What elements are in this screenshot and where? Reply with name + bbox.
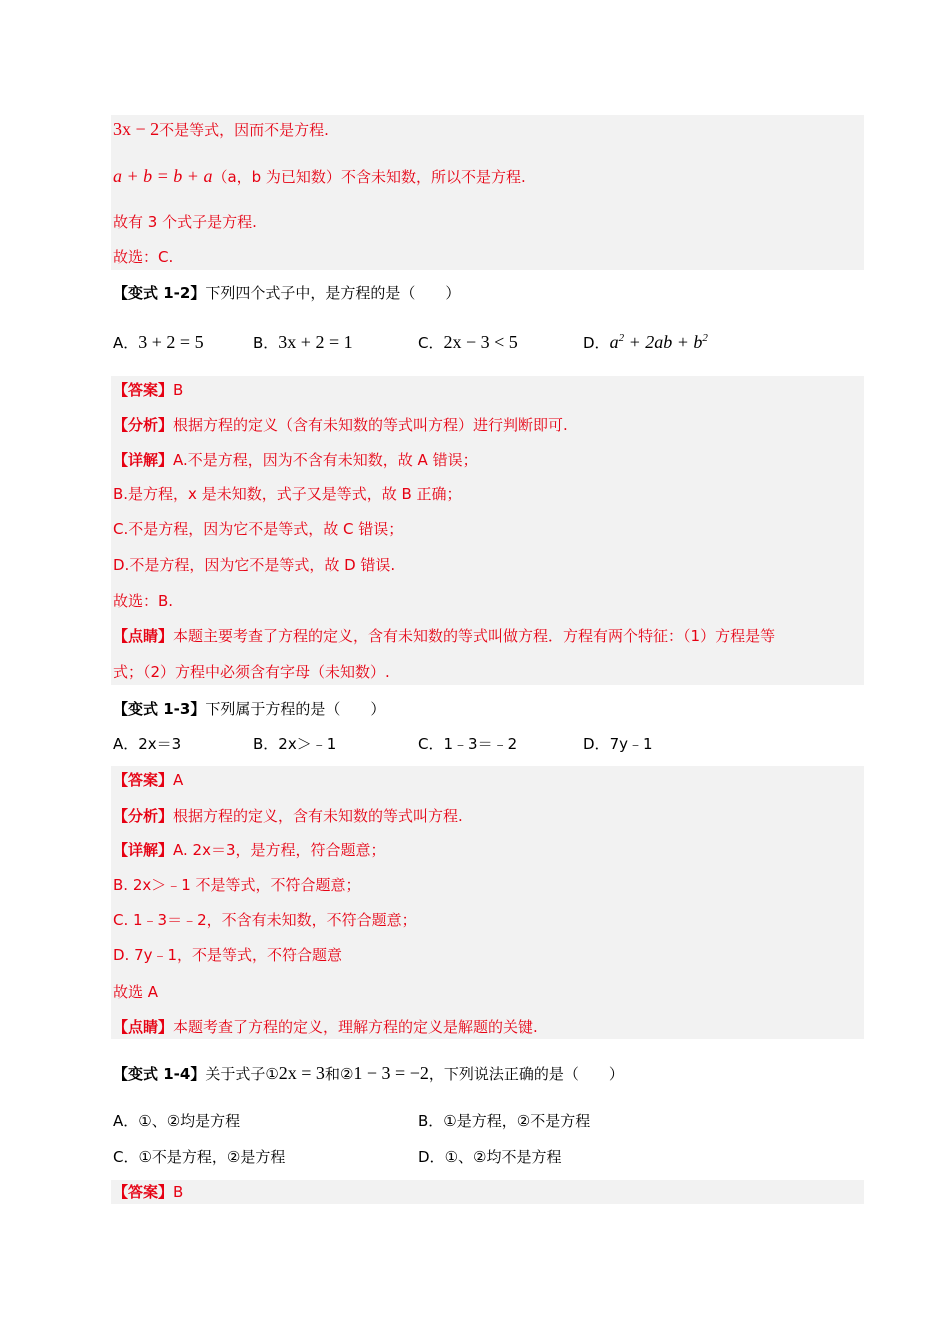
q12-detail-a: 【详解】A.不是方程，因为不含有未知数，故 A 错误； (113, 451, 478, 469)
q12-comment-1: 【点睛】本题主要考查了方程的定义，含有未知数的等式叫做方程．方程有两个特征：（1）方程是等 (113, 627, 776, 645)
q12-option-c: C．2x − 3 < 5 (418, 332, 518, 352)
prev-line-3: 故有 3 个式子是方程. (113, 213, 257, 231)
q14-option-c: C．①不是方程，②是方程 (113, 1148, 286, 1166)
expr-2x-eq-3: 2x = 3 (278, 1063, 325, 1083)
expr-3x-minus-2: 3x − 2 (113, 119, 160, 139)
q13-detail-a: 【详解】A. 2x＝3，是方程，符合题意； (113, 841, 386, 859)
q13-detail-c: C. 1﹣3＝﹣2，不含有未知数，不符合题意； (113, 911, 417, 929)
q12-analysis: 【分析】根据方程的定义（含有未知数的等式叫方程）进行判断即可. (113, 416, 568, 434)
q12-option-d: D．$a^2 + 2ab + b^2$ (583, 332, 708, 352)
q14-option-a: A．①、②均是方程 (113, 1112, 241, 1130)
q14-option-b: B．①是方程，②不是方程 (418, 1112, 591, 1130)
q14-solution-block (111, 1180, 864, 1204)
q12-stem: 【变式 1-2】下列四个式子中，是方程的是（ ） (113, 284, 461, 302)
q12-detail-c: C.不是方程，因为它不是等式，故 C 错误； (113, 520, 404, 538)
q13-detail-d: D. 7y﹣1，不是等式，不符合题意 (113, 946, 343, 964)
q12-option-a: A．3 + 2 = 5 (113, 332, 204, 352)
q13-choose: 故选 A (113, 983, 159, 1001)
prev-line-2: a + b = b + a（a，b 为已知数）不含未知数，所以不是方程. (113, 166, 526, 186)
q12-answer: 【答案】B (113, 381, 184, 399)
q14-stem: 【变式 1-4】关于式子①2x = 3和②1 − 3 = −2，下列说法正确的是（ ） (113, 1063, 624, 1083)
q13-detail-b: B. 2x＞﹣1 不是等式，不符合题意； (113, 876, 361, 894)
q12-detail-d: D.不是方程，因为它不是等式，故 D 错误. (113, 556, 396, 574)
q13-stem: 【变式 1-3】下列属于方程的是（ ） (113, 700, 386, 718)
q13-option-a: A．2x＝3 (113, 735, 182, 753)
q12-comment-2: 式；（2）方程中必须含有字母（未知数）. (113, 663, 390, 681)
q13-option-d: D．7y﹣1 (583, 735, 653, 753)
q13-analysis: 【分析】根据方程的定义，含有未知数的等式叫方程. (113, 807, 463, 825)
q14-answer: 【答案】B (113, 1183, 184, 1201)
q13-option-b: B．2x＞﹣1 (253, 735, 337, 753)
q14-option-d: D．①、②均不是方程 (418, 1148, 562, 1166)
q13-option-c: C．1﹣3＝﹣2 (418, 735, 518, 753)
q12-choose: 故选：B. (113, 592, 174, 610)
expr-commutative: a + b = b + a (113, 166, 213, 186)
q13-answer: 【答案】A (113, 771, 184, 789)
q12-detail-b: B.是方程，x 是未知数，式子又是等式，故 B 正确； (113, 485, 462, 503)
q13-comment: 【点睛】本题考查了方程的定义，理解方程的定义是解题的关键. (113, 1018, 538, 1036)
expr-a2-2ab-b2: $a^2 + 2ab + b^2$ (609, 332, 708, 352)
expr-1-minus-3: 1 − 3 = −2 (353, 1063, 429, 1083)
q12-option-b: B．3x + 2 = 1 (253, 332, 353, 352)
prev-line-4: 故选：C. (113, 248, 174, 266)
prev-line-1: 3x − 2不是等式，因而不是方程. (113, 119, 329, 139)
